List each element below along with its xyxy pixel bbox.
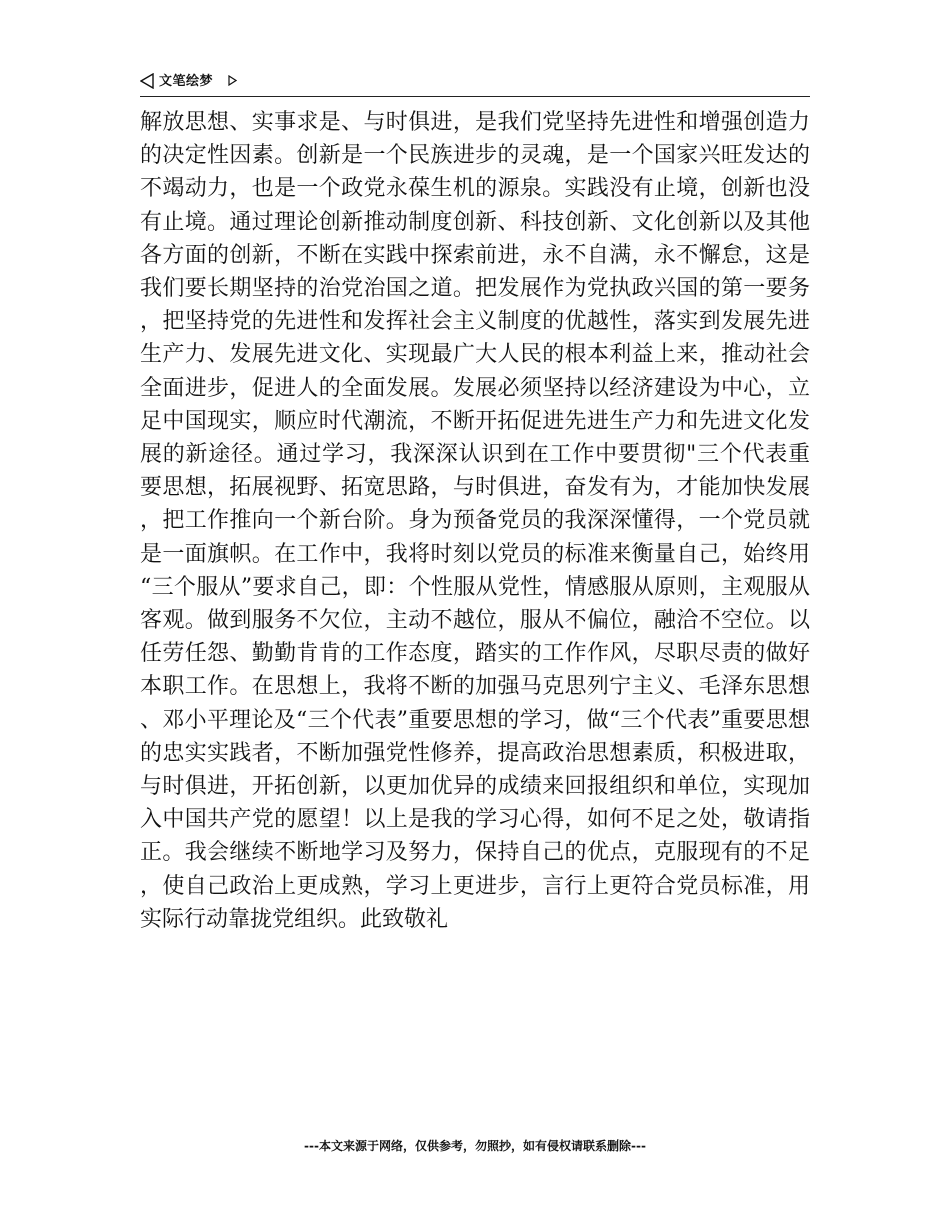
body-paragraph: 解放思想、实事求是、与时俱进，是我们党坚持先进性和增强创造力的决定性因素。创新是一个民族进步的灵魂，是一个国家兴旺发达的不竭动力，也是一个政党永葆生机的源泉。实践没有止境，创新也没有止境。通过理论创新推动制度创新、科技创新、文化创新以及其他各方面的创新，不断在实践中探索前进，永不自满，永不懈怠，这是我们要长期坚持的治党治国之道。把发展作为党执政兴国的第一要务，把坚持党的先进性和发挥社会主义制度的优越性，落实到发展先进生产力、发展先进文化、实现最广大人民的根本利益上来，推动社会全面进步，促进人的全面发展。发展必须坚持以经济建设为中心，立足中国现实，顺应时代潮流，不断开拓促进先进生产力和先进文化发展的新途径。通过学习，我深深认识到在工作中要贯彻"三个代表重要思想，拓展视野、拓宽思路，与时俱进，奋发有为，才能加快发展，把工作推向一个新台阶。身为预备党员的我深深懂得，一个党员就是一面旗帜。在工作中，我将时刻以党员的标准来衡量自己，始终用“三个服从”要求自己，即：个性服从党性，情感服从原则，主观服从客观。做到服务不欠位，主动不越位，服从不偏位，融洽不空位。以任劳任怨、勤勤肯肯的工作态度，踏实的工作作风，尽职尽责的做好本职工作。在思想上，我将不断的加强马克思列宁主义、毛泽东思想、邓小平理论及“三个代表”重要思想的学习，做“三个代表”重要思想的忠实实践者，不断加强党性修养，提高政治思想素质，积极进取，与时俱进，开拓创新，以更加优异的成绩来回报组织和单位，实现加入中国共产党的愿望！以上是我的学习心得，如何不足之处，敬请指正。我会继续不断地学习及努力，保持自己的优点，克服现有的不足，使自己政治上更成熟，学习上更进步，言行上更符合党员标准，用实际行动靠拢党组织。此致敬礼 xyxy=(140,110,810,932)
page-header xyxy=(140,72,810,97)
back-triangle-icon[interactable] xyxy=(140,73,154,89)
footer-notice: ---本文来源于网络，仅供参考，勿照抄，如有侵权请联系删除--- xyxy=(304,1139,646,1153)
header-title: 文笔绘梦 xyxy=(159,74,214,89)
forward-triangle-icon[interactable] xyxy=(228,75,237,86)
